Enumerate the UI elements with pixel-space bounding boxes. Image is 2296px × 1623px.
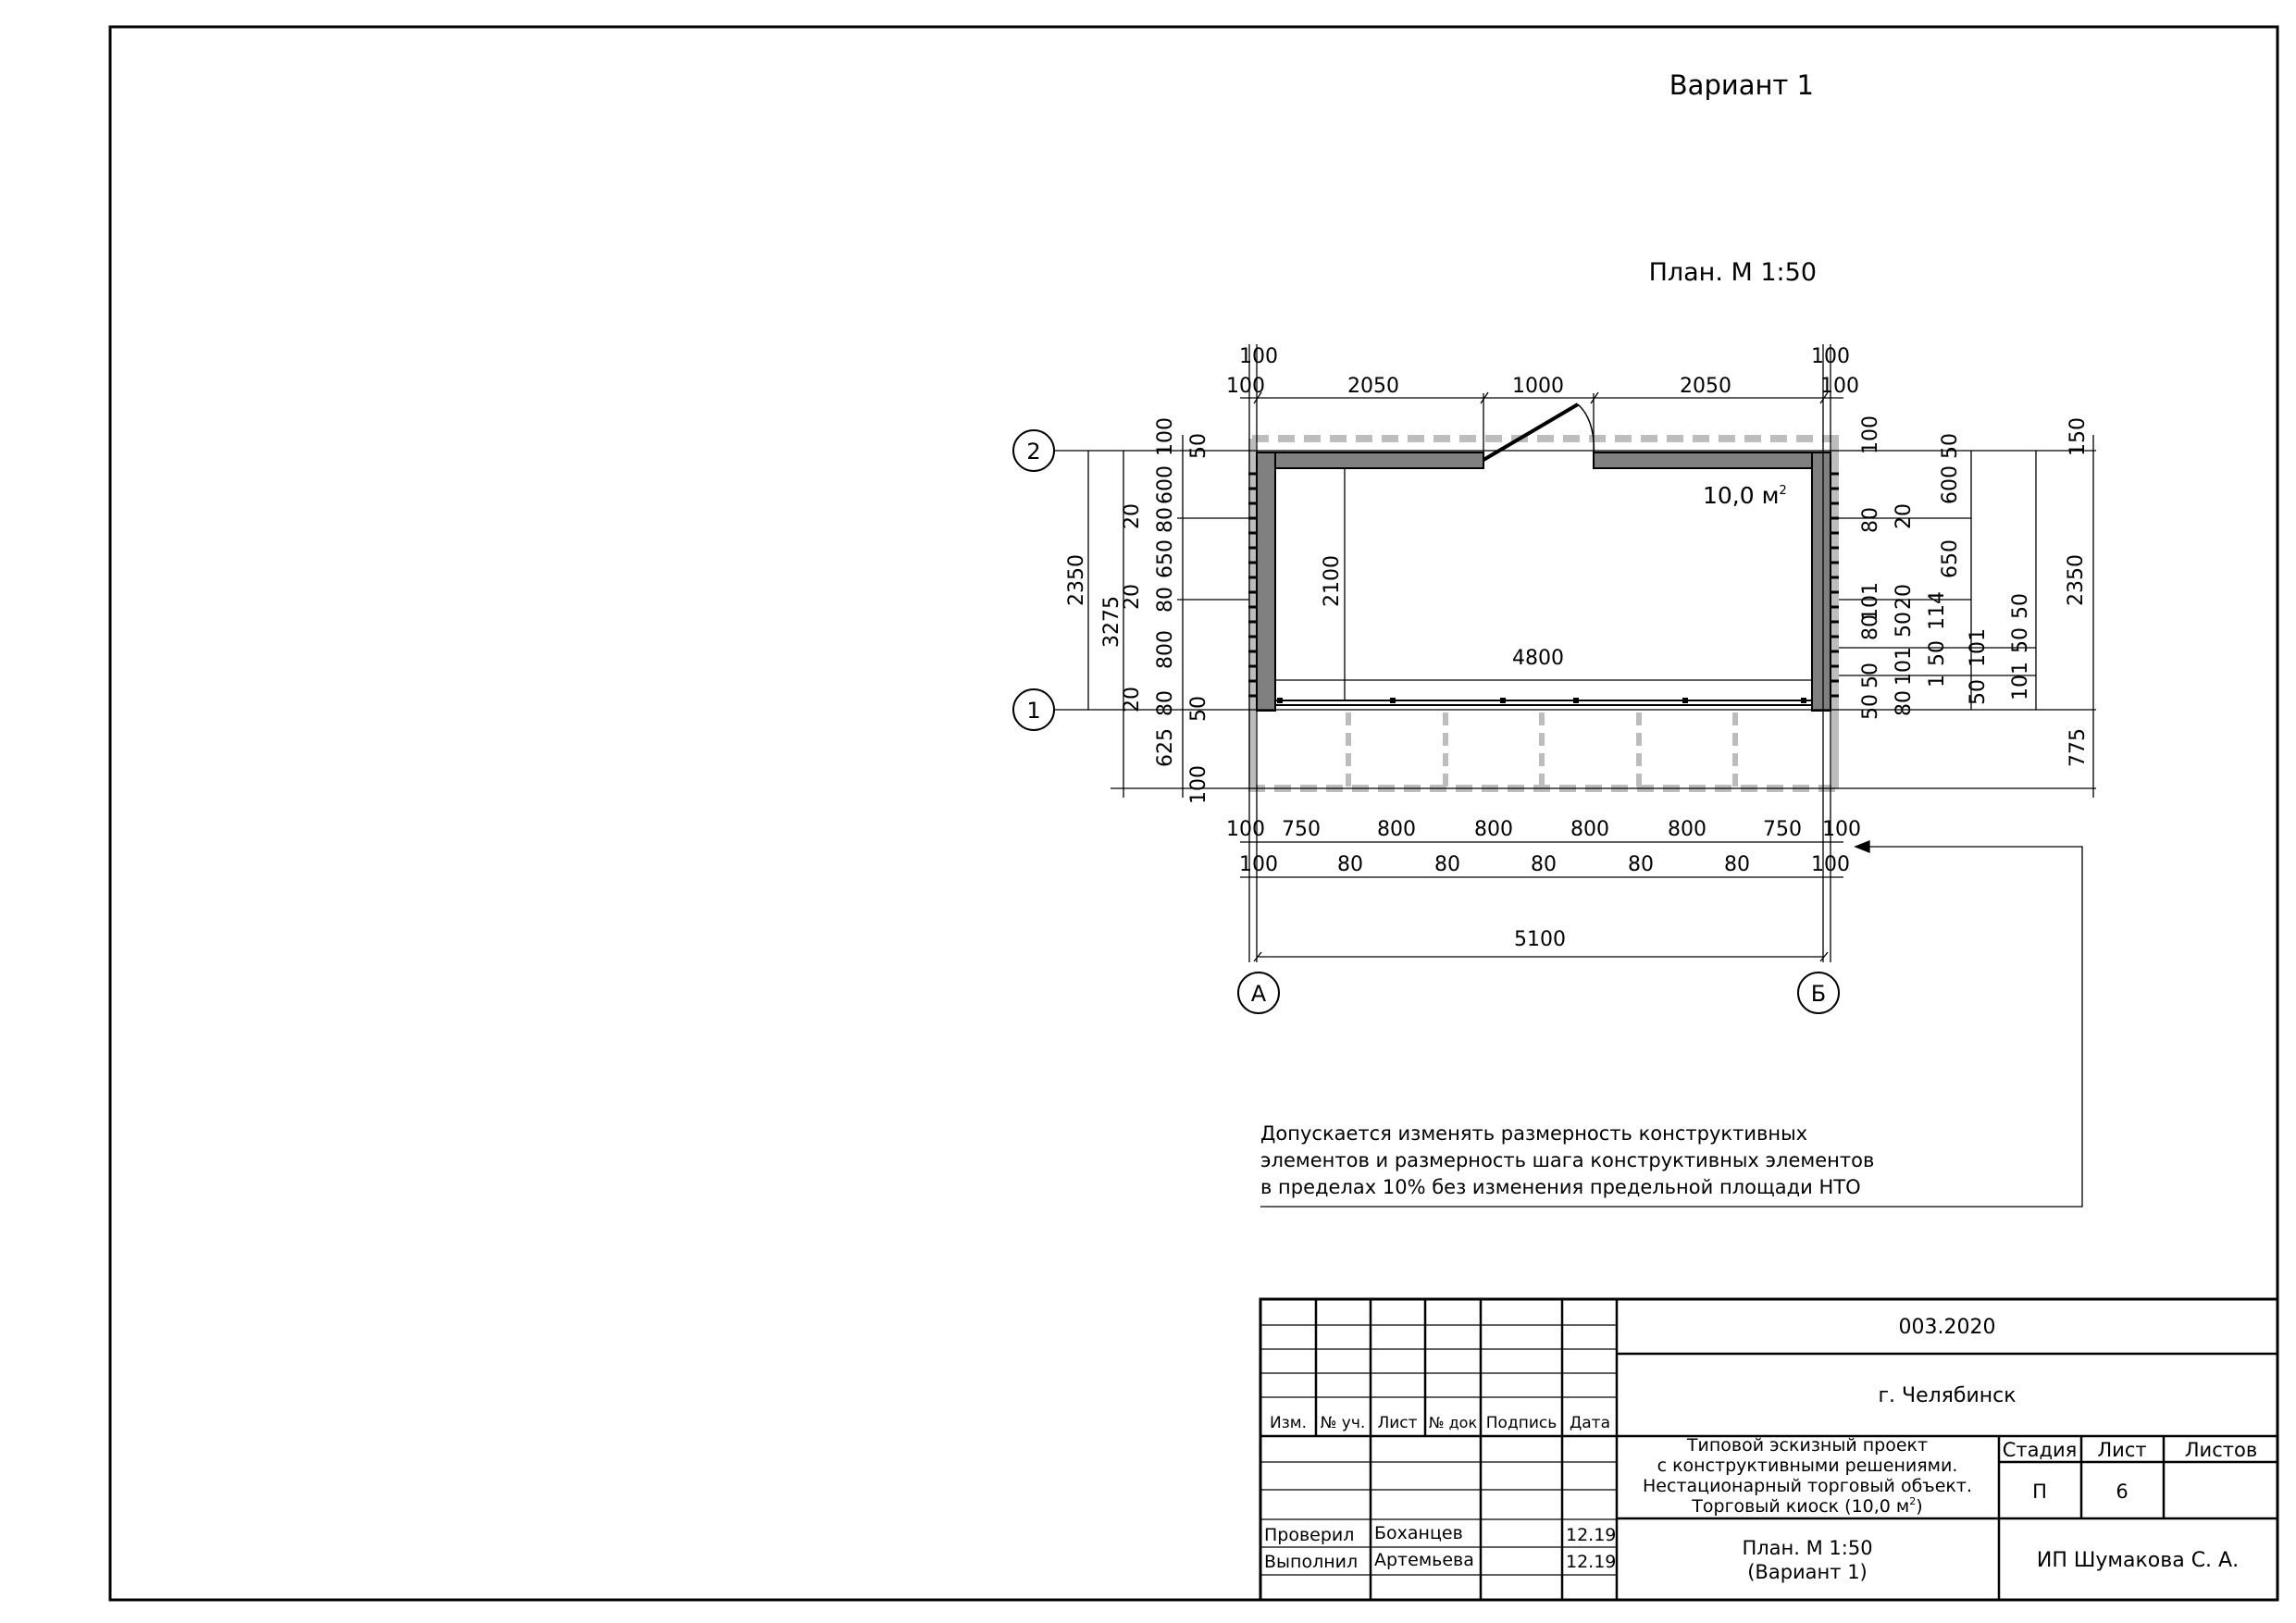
tb-project-line-4 (1691, 1495, 1922, 1517)
tb-col-ndok: № док (1428, 1414, 1478, 1431)
dim-right-100-top: 100 (1859, 415, 1882, 454)
axis-label-b: Б (1810, 981, 1827, 1007)
dim-top-left-span: 2050 (1347, 375, 1399, 398)
dim-right-50-g: 50 (1859, 694, 1882, 720)
wall-top-left (1257, 452, 1483, 468)
dim-right-114: 114 (1926, 591, 1949, 630)
title-block-text (1264, 1316, 2257, 1583)
dim-bottom2-80-1: 80 (1337, 853, 1363, 876)
dim-right-50-a: 50 (1893, 612, 1916, 638)
tb-sheet-value: 6 (2116, 1481, 2128, 1503)
axis-label-a: А (1250, 981, 1267, 1007)
dim-right-80-b: 80 (1859, 614, 1882, 640)
dim-right-600: 600 (1939, 465, 1962, 504)
dim-left-80-a: 80 (1154, 507, 1177, 533)
tb-col-izm: Изм. (1270, 1414, 1307, 1432)
dim-bottom2-80-5: 80 (1724, 853, 1750, 876)
tb-stage-label: Стадия (2002, 1439, 2078, 1461)
dim-right-20-b: 20 (1893, 584, 1916, 610)
dim-left-100-bottom: 100 (1187, 765, 1210, 804)
dim-bottom2-80-4: 80 (1628, 853, 1654, 876)
dim-top-outer-left: 100 (1239, 345, 1278, 368)
tb-project-line-2: с конструктивными решениями. (1657, 1456, 1958, 1476)
dim-right-50-top: 50 (1939, 433, 1962, 459)
dim-left-625: 625 (1154, 728, 1177, 767)
dim-right-101-d: 101 (2009, 662, 2032, 700)
dim-bottom2-80-3: 80 (1531, 853, 1557, 876)
dim-left-3275: 3275 (1100, 596, 1123, 648)
dim-left-20-a: 20 (1121, 503, 1144, 529)
dim-left-50-top: 50 (1187, 433, 1210, 459)
dim-right-50-f: 50 (1967, 679, 1990, 705)
tb-col-nuch: № уч. (1320, 1414, 1366, 1432)
area-label (1703, 482, 1787, 509)
dim-right-50-e: 50 (1859, 663, 1882, 688)
tb-project-line-4-main: Торговый киоск (10,0 м (1692, 1496, 1910, 1517)
axis-label-2: 2 (1026, 439, 1041, 465)
dim-overall-width: 5100 (1514, 928, 1566, 951)
tb-code: 003.2020 (1898, 1316, 1996, 1339)
dim-left-20-c: 20 (1121, 687, 1144, 712)
dim-bottom-100-right: 100 (1822, 818, 1861, 841)
tb-made-date: 12.19 (1566, 1552, 1617, 1572)
tb-checked-name: Боханцев (1374, 1523, 1463, 1543)
dim-right-20-a: 20 (1893, 503, 1916, 529)
variant-title: Вариант 1 (1669, 69, 1814, 101)
note-line-3: в пределах 10% без изменения предельной площади НТО (1260, 1176, 1861, 1198)
dim-bottom2-100-right: 100 (1811, 853, 1850, 876)
dim-right-2350: 2350 (2065, 554, 2088, 606)
dim-bottom2-80-2: 80 (1434, 853, 1460, 876)
dim-bottom-800-2: 800 (1474, 818, 1513, 841)
tb-col-data: Дата (1569, 1414, 1611, 1432)
sheet-frame (110, 27, 2277, 1600)
tb-col-list: Лист (1377, 1414, 1418, 1432)
axis-label-1: 1 (1026, 698, 1041, 724)
tb-project-line-4-end: ) (1916, 1496, 1923, 1517)
tb-stage-value: П (2032, 1481, 2047, 1503)
plan-title: План. М 1:50 (1648, 258, 1817, 287)
dim-right-775: 775 (2066, 728, 2090, 767)
dim-left-800: 800 (1154, 630, 1177, 669)
wall-right (1812, 452, 1831, 711)
dim-left-650: 650 (1154, 539, 1177, 578)
dim-top-right-100: 100 (1820, 375, 1859, 398)
dim-right-50-c: 50 (2009, 627, 2032, 653)
tb-checked-role: Проверил (1264, 1525, 1355, 1545)
dim-interior-width: 4800 (1512, 647, 1564, 670)
dim-bottom-750-right: 750 (1763, 818, 1802, 841)
canopy-posts (1348, 712, 1735, 787)
dim-top-door: 1000 (1512, 375, 1564, 398)
dim-right-101-a: 101 (1859, 582, 1882, 621)
dim-right-101-b: 101 (1967, 628, 1990, 667)
dim-left-80-b: 80 (1154, 587, 1177, 613)
dim-right-80-c: 80 (1893, 690, 1916, 716)
dim-right-150: 150 (2066, 417, 2090, 456)
wall-left (1257, 452, 1275, 711)
tb-col-podpis: Подпись (1485, 1414, 1558, 1432)
tb-sheets-label: Листов (2184, 1439, 2258, 1461)
note-text (1260, 1122, 1874, 1198)
dim-right-80-a: 80 (1859, 507, 1882, 533)
dim-bottom2-100-left: 100 (1239, 853, 1278, 876)
wall-top-right (1594, 452, 1831, 468)
dim-left-600: 600 (1154, 465, 1177, 504)
tb-project-line-1: Типовой эскизный проект (1686, 1435, 1929, 1456)
tb-project-line-3: Нестационарный торговый объект. (1643, 1476, 1972, 1496)
tb-company: ИП Шумакова С. А. (2036, 1549, 2240, 1572)
dim-bottom-800-4: 800 (1668, 818, 1706, 841)
dim-left-20-b: 20 (1121, 584, 1144, 610)
note-line-2: элементов и размерность шага конструктивных элементов (1260, 1149, 1875, 1171)
dim-left-50-bottom: 50 (1187, 696, 1210, 722)
tb-drawing-line-1: План. М 1:50 (1742, 1537, 1873, 1559)
dim-left-100-top: 100 (1154, 417, 1177, 456)
tb-sheet-label: Лист (2097, 1439, 2147, 1461)
dim-right-1: 1 (1926, 675, 1949, 688)
dim-left-2350: 2350 (1065, 554, 1088, 606)
tb-drawing-line-2: (Вариант 1) (1747, 1561, 1868, 1583)
dim-top-outer-right: 100 (1811, 345, 1850, 368)
door (1483, 404, 1594, 460)
tb-checked-date: 12.19 (1566, 1525, 1617, 1545)
front-window (1275, 698, 1812, 705)
dim-top-left-100: 100 (1226, 375, 1265, 398)
tb-project-line-4-sup: 2 (1909, 1495, 1917, 1507)
dim-interior-height: 2100 (1321, 555, 1344, 607)
dim-bottom-100-left: 100 (1226, 818, 1265, 841)
tb-made-role: Выполнил (1264, 1552, 1359, 1572)
dim-bottom-800-1: 800 (1377, 818, 1416, 841)
dim-right-650: 650 (1939, 539, 1962, 578)
dim-right-101-c: 101 (1893, 647, 1916, 686)
dim-top-right-span: 2050 (1680, 375, 1731, 398)
tb-made-name: Артемьева (1374, 1550, 1474, 1570)
dim-right-50-d: 50 (1926, 640, 1949, 666)
area-value: 10,0 м (1703, 482, 1780, 509)
dim-left-80-c: 80 (1154, 690, 1177, 716)
tb-city: г. Челябинск (1878, 1384, 2017, 1407)
area-superscript: 2 (1779, 484, 1787, 498)
note-line-1: Допускается изменять размерность конструктивных (1260, 1122, 1808, 1145)
dim-bottom-750-left: 750 (1282, 818, 1321, 841)
dim-bottom-800-3: 800 (1570, 818, 1609, 841)
dim-right-50-b: 50 (2009, 593, 2032, 619)
